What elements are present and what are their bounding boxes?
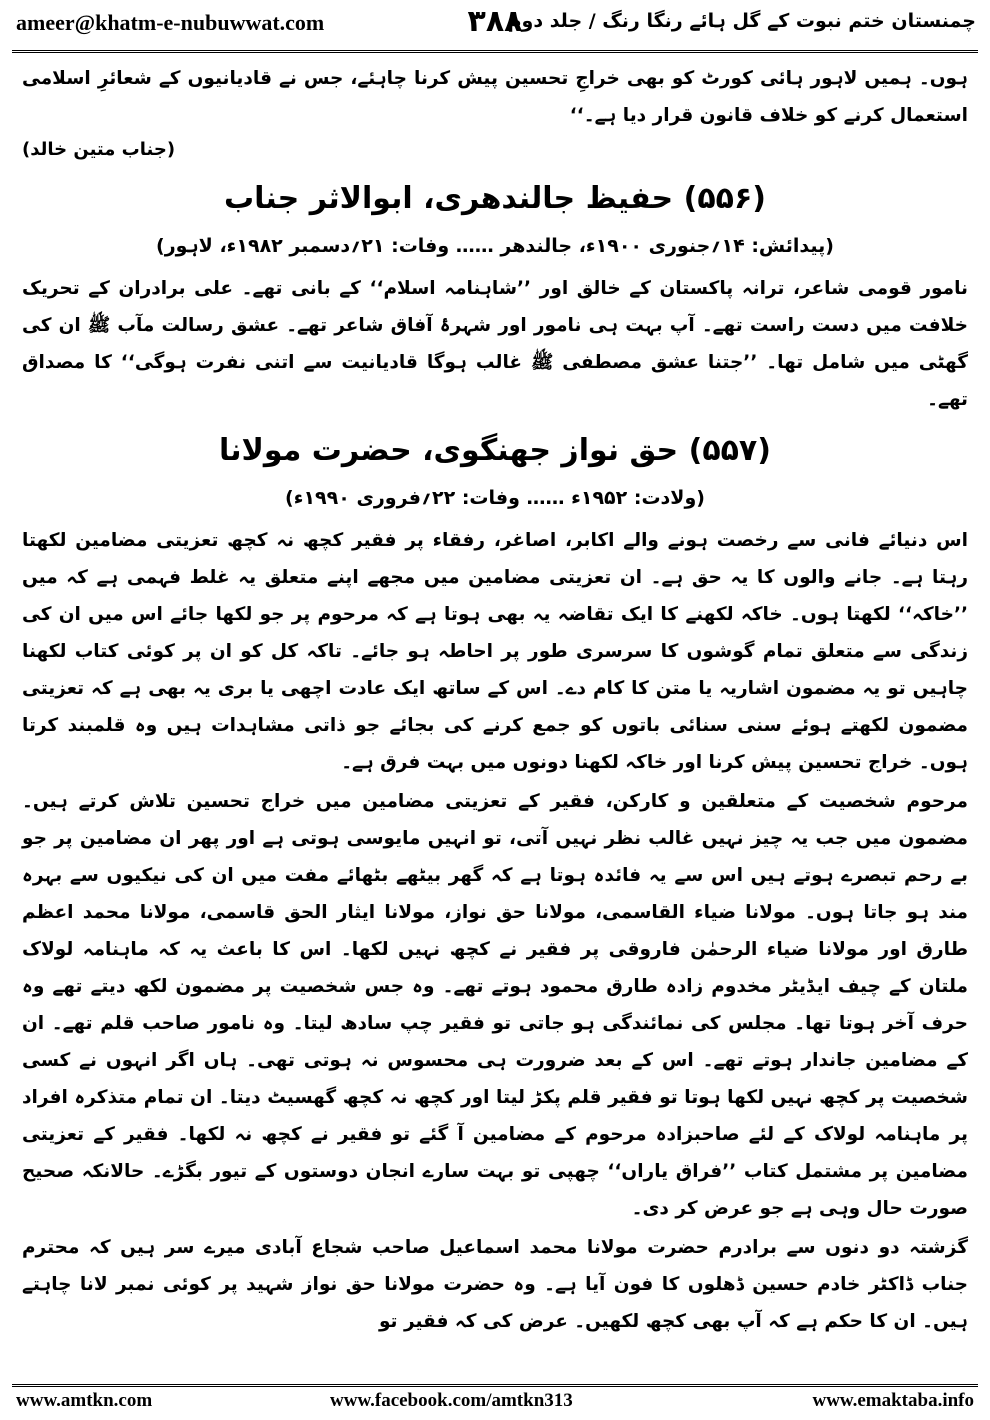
page-number: ۳۸۸ bbox=[467, 4, 523, 39]
section1-title: (۵۵۶) حفیظ جالندھری، ابوالاثر جناب bbox=[224, 181, 766, 216]
page-header bbox=[0, 0, 990, 50]
section2-paragraph: اس دنیائے فانی سے رخصت ہونے والے اکابر، اصاغر، رفقاء پر فقیر کچھ نہ کچھ تعزیتی مضامین لکھتا رہتا ہے۔ جانے والوں کا یہ حق ہے۔ ان تعزیتی مضامین میں مجھے اپنے متعلق یہ غلط فہمی ہے کہ میں ’’خاکہ‘‘ لکھتا ہوں۔ خاکہ لکھنے کا ایک تقاضہ یہ بھی ہوتا ہے کہ مرحوم پر جو لکھا جائے اس میں ان کی زندگی سے متعلق تمام گوشوں کا سرسری طور پر احاطہ ہو جائے۔ تاکہ کل کو ان پر کوئی کتاب لکھنا چاہیں تو یہ مضمون اشاریہ یا متن کا کام دے۔ اس کے ساتھ ایک عادت اچھی یا بری یہ بھی ہے کہ تعزیتی مضمون لکھتے ہوئے سنی سنائی باتوں کو جمع کرنے کی بجائے جو ذاتی مشاہدات ہیں وہ قلمبند کرتا ہوں۔ خراج تحسین پیش کرنا اور خاکہ لکھنا دونوں میں بہت فرق ہے۔ bbox=[22, 530, 968, 773]
section2-paragraph: گزشتہ دو دنوں سے برادرم حضرت مولانا محمد اسماعیل صاحب شجاع آبادی میرے سر ہیں کہ محترم جناب ڈاکٹر خادم حسین ڈھلوں کا فون آیا ہے۔ وہ حضرت مولانا حق نواز شہید پر کوئی نمبر لانا چاہتے ہیں۔ ان کا حکم ہے کہ آپ بھی کچھ لکھیں۔ عرض کی کہ فقیر تو bbox=[22, 1237, 968, 1332]
footer-link-facebook[interactable]: www.facebook.com/amtkn313 bbox=[330, 1390, 573, 1411]
header-email: ameer@khatm-e-nubuwwat.com bbox=[16, 10, 325, 35]
intro-text: ہوں۔ ہمیں لاہور ہائی کورٹ کو بھی خراجِ تحسین پیش کرنا چاہئے، جس نے قادیانیوں کے شعائرِ اسلامی استعمال کرنے کو خلاف قانون قرار دیا ہے۔‘‘ bbox=[22, 68, 968, 126]
intro-attribution: (جناب متین خالد) bbox=[22, 139, 176, 160]
section2-dates: (ولادت: ۱۹۵۲ء …… وفات: ۲۲؍فروری ۱۹۹۰ء) bbox=[285, 487, 705, 509]
footer-link-amtkn[interactable]: www.amtkn.com bbox=[16, 1390, 153, 1411]
header-rule bbox=[12, 50, 978, 53]
page-body bbox=[22, 60, 968, 1342]
section1-dates: (پیدائش: ۱۴؍جنوری ۱۹۰۰ء، جالندھر …… وفات: ۲۱؍دسمبر ۱۹۸۲ء، لاہور) bbox=[156, 235, 834, 257]
intro-paragraph bbox=[22, 60, 968, 166]
footer-link-emaktaba[interactable]: www.emaktaba.info bbox=[812, 1390, 974, 1411]
section2-paragraph: مرحوم شخصیت کے متعلقین و کارکن، فقیر کے تعزیتی مضامین میں خراج تحسین تلاش کرتے ہیں۔ مضمون میں جب یہ چیز نہیں غالب نظر نہیں آتی، تو انہیں مایوسی ہوتی ہے اور پھر ان مضامین پر جو بے رحم تبصرے ہوتے ہیں اس سے یہ فائدہ ہوتا ہے کہ گھر بیٹھے بٹھائے مفت میں ان کی نیکیوں سے بہرہ مند ہو جاتا ہوں۔ مولانا ضیاء القاسمی، مولانا حق نواز، مولانا ایثار الحق قاسمی، مولانا محمد اعظم طارق اور مولانا ضیاء الرحمٰن فاروقی پر فقیر نے کچھ نہیں لکھا۔ اس کا باعث یہ کہ ماہنامہ لولاک ملتان کے چیف ایڈیٹر مخدوم زادہ طارق محمود ہوتے تھے۔ وہ جس شخصیت پر مضمون لکھ دیتے تھے وہ حرف آخر ہوتا تھا۔ مجلس کی نمائندگی ہو جاتی تو فقیر چپ سادھ لیتا۔ وہ نامور صاحب قلم تھے۔ ان کے مضامین جاندار ہوتے تھے۔ اس کے بعد ضرورت ہی محسوس نہ ہوتی تھی۔ ہاں اگر انہوں نے کسی شخصیت پر کچھ نہیں لکھا ہوتا تو فقیر قلم پکڑ لیتا اور کچھ نہ کچھ گھسیٹ دیتا۔ ان تمام متذکرہ افراد پر ماہنامہ لولاک کے لئے صاحبزادہ مرحوم کے مضامین آ گئے تو فقیر نے کچھ نہ لکھا۔ فقیر کے تعزیتی مضامین پر مشتمل کتاب ’’فراق یاراں‘‘ چھپی تو بہت سارے انجان دوستوں کے تیور بگڑے۔ حالانکہ صحیح صورت حال وہی ہے جو عرض کر دی۔ bbox=[22, 791, 968, 1219]
section2-title: (۵۵۷) حق نواز جھنگوی، حضرت مولانا bbox=[219, 433, 771, 468]
page-footer bbox=[0, 1386, 990, 1420]
book-title: چمنستان ختم نبوت کے گل ہائے رنگا رنگ / جلد دوم bbox=[507, 10, 976, 32]
section1-body: نامور قومی شاعر، ترانہ پاکستان کے خالق اور ’’شاہنامہ اسلام‘‘ کے بانی تھے۔ علی برادران کے تحریک خلافت میں دست راست تھے۔ آپ بہت ہی نامور اور شہرۂ آفاق شاعر تھے۔ عشق رسالت مآب ﷺ ان کی گھٹی میں شامل تھا۔ ’’جتنا عشق مصطفی ﷺ غالب ہوگا قادیانیت سے اتنی نفرت ہوگی‘‘ کا مصداق تھے۔ bbox=[22, 278, 968, 410]
